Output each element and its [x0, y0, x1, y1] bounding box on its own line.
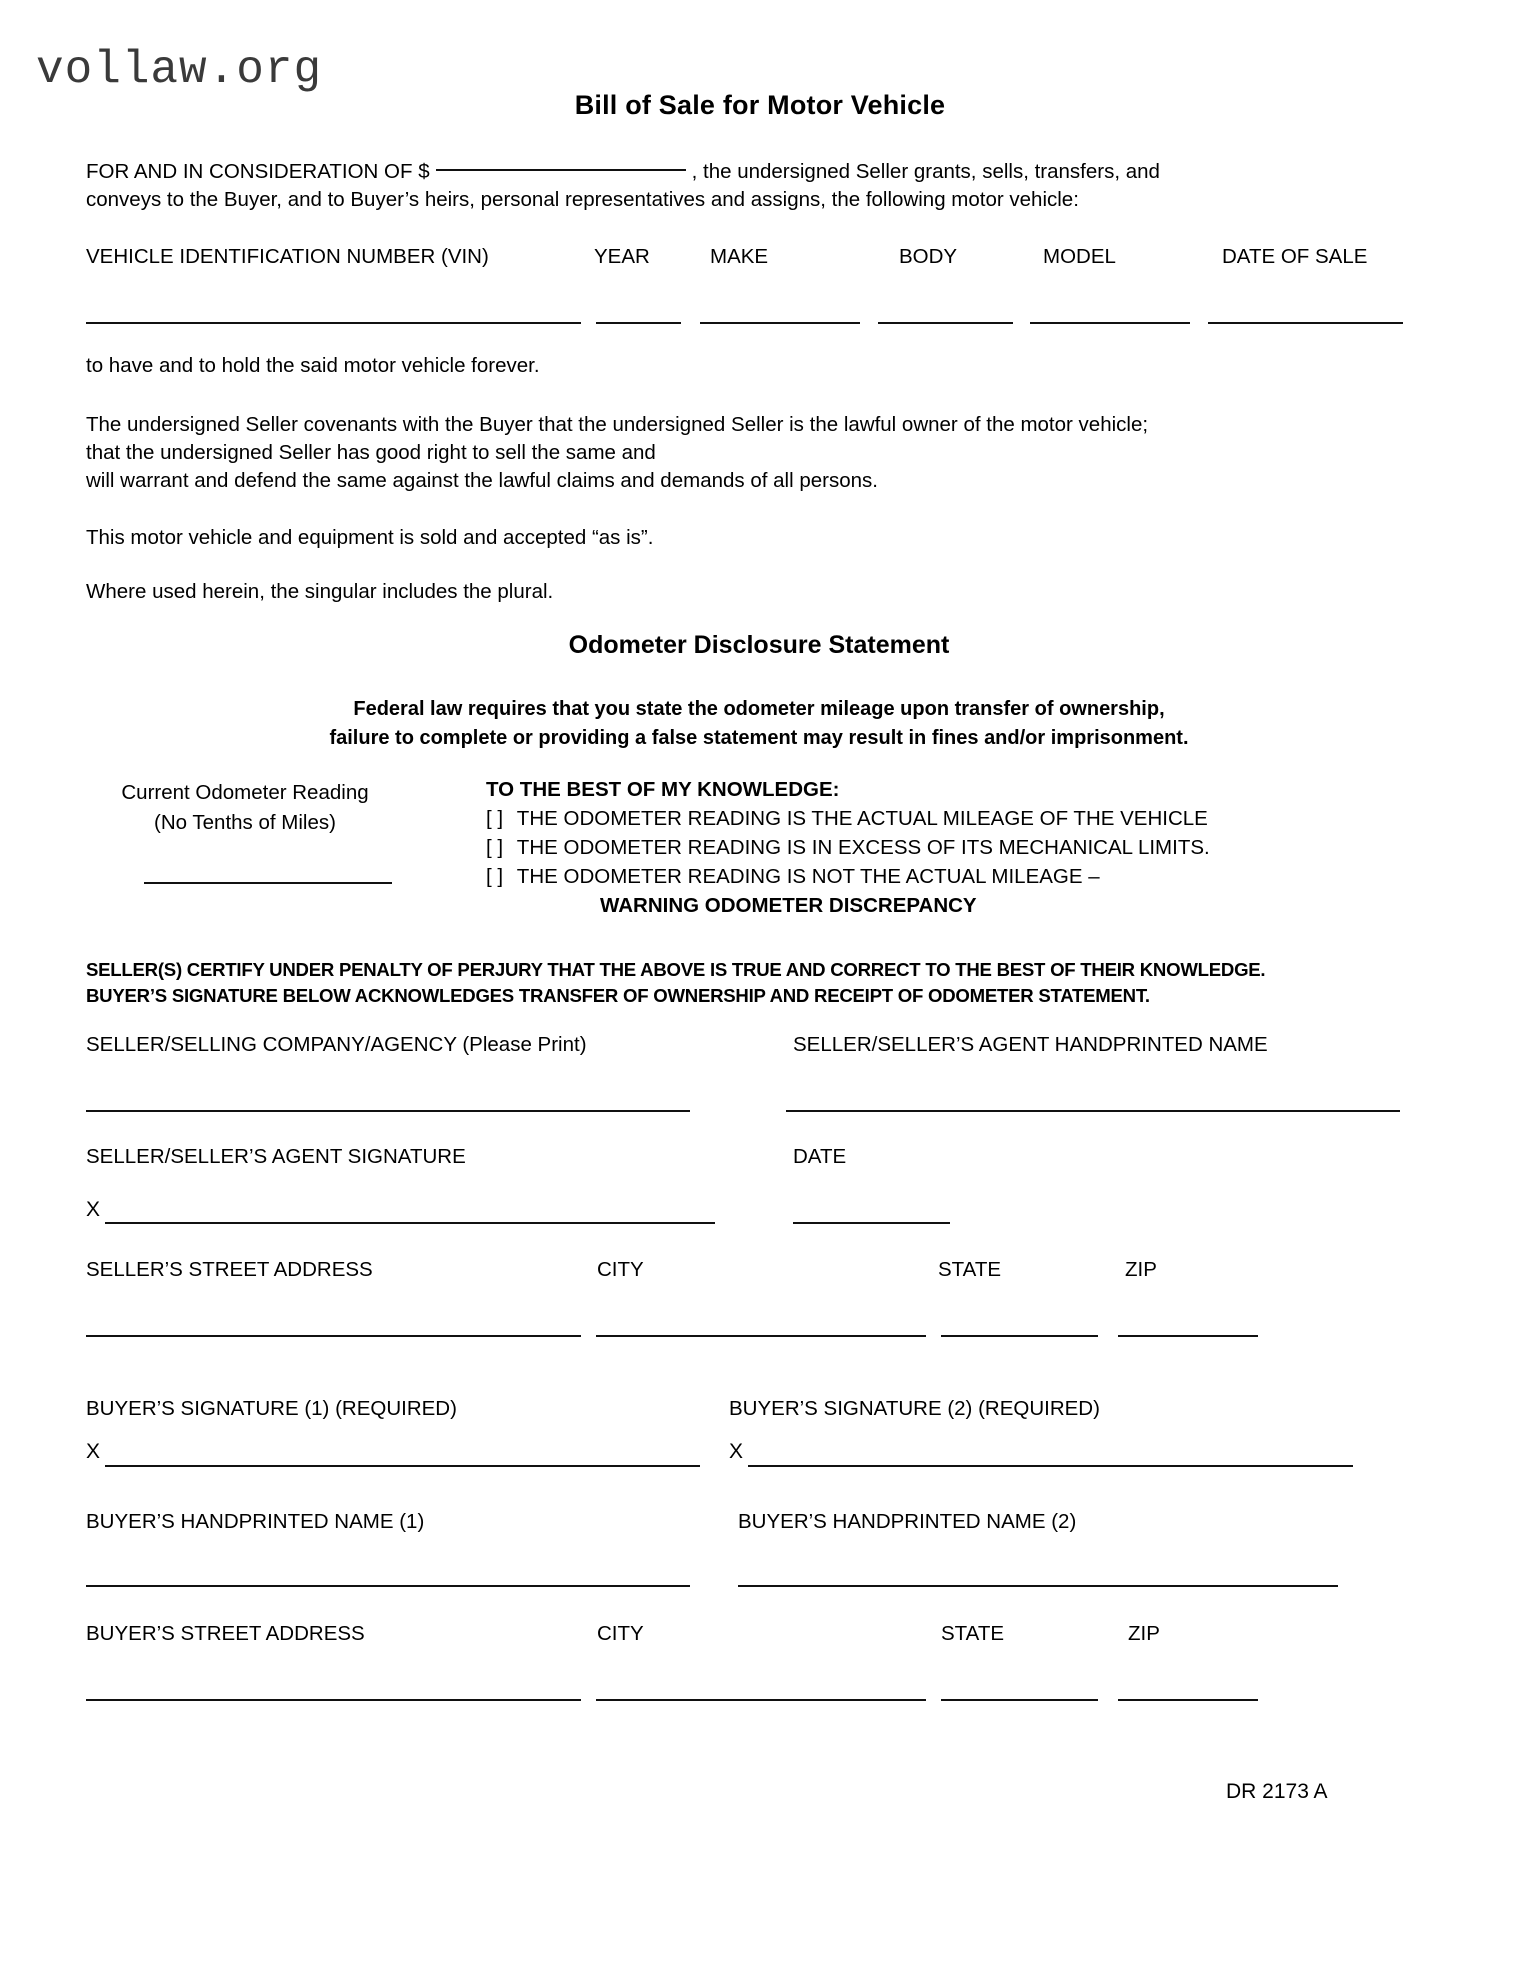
current-odometer-reading-line-1: Current Odometer Reading — [121, 781, 369, 804]
odometer-option-2[interactable] — [486, 836, 1210, 860]
odometer-section-title: Odometer Disclosure Statement — [568, 631, 950, 659]
make-blank[interactable] — [700, 322, 860, 324]
buyer-street-blank[interactable] — [86, 1699, 581, 1701]
as-is-clause: This motor vehicle and equipment is sold and accepted “as is”. — [86, 526, 654, 549]
vin-blank[interactable] — [86, 322, 581, 324]
current-odometer-reading-line-2: (No Tenths of Miles) — [154, 811, 336, 834]
site-logo: vollaw.org — [36, 44, 323, 96]
column-header-body: BODY — [899, 245, 958, 268]
buyer-signature-2-label: BUYER’S SIGNATURE (2) (REQUIRED) — [729, 1397, 1100, 1420]
column-header-model: MODEL — [1043, 245, 1116, 268]
column-header-year: YEAR — [594, 245, 650, 268]
buyer-signature-2-blank[interactable] — [748, 1465, 1353, 1467]
odometer-option-2-label: THE ODOMETER READING IS IN EXCESS OF ITS MECHANICAL LIMITS. — [516, 836, 1210, 859]
seller-city-label: CITY — [597, 1258, 644, 1281]
seller-company-blank[interactable] — [86, 1110, 690, 1112]
seller-zip-blank[interactable] — [1118, 1335, 1258, 1337]
consideration-amount-blank[interactable] — [436, 169, 686, 171]
odometer-option-1[interactable] — [486, 807, 1208, 831]
date-of-sale-blank[interactable] — [1208, 322, 1403, 324]
column-header-make: MAKE — [710, 245, 769, 268]
current-odometer-reading-label — [80, 778, 410, 838]
seller-agent-name-blank[interactable] — [786, 1110, 1400, 1112]
certification-line-1: SELLER(S) CERTIFY UNDER PENALTY OF PERJURY THAT THE ABOVE IS TRUE AND CORRECT TO THE BEST OF THEIR KNOWLEDGE. — [86, 959, 1266, 980]
buyer-state-blank[interactable] — [941, 1699, 1098, 1701]
column-header-date-of-sale: DATE OF SALE — [1222, 245, 1368, 268]
page-title: Bill of Sale for Motor Vehicle — [574, 90, 946, 120]
checkbox-icon[interactable]: [ ] — [486, 865, 504, 888]
buyer-name-2-blank[interactable] — [738, 1585, 1338, 1587]
odometer-option-1-label: THE ODOMETER READING IS THE ACTUAL MILEAGE OF THE VEHICLE — [516, 807, 1208, 830]
hold-clause: to have and to hold the said motor vehicle forever. — [86, 354, 540, 377]
seller-zip-label: ZIP — [1125, 1258, 1157, 1281]
odometer-discrepancy-warning: WARNING ODOMETER DISCREPANCY — [600, 894, 977, 917]
buyer-zip-label: ZIP — [1128, 1622, 1160, 1645]
buyer-name-1-label: BUYER’S HANDPRINTED NAME (1) — [86, 1510, 425, 1533]
covenant-line-3: will warrant and defend the same against the lawful claims and demands of all persons. — [86, 469, 878, 492]
seller-city-blank[interactable] — [596, 1335, 926, 1337]
covenant-line-2: that the undersigned Seller has good right to sell the same and — [86, 441, 656, 464]
form-number: DR 2173 A — [1226, 1780, 1328, 1803]
buyer-signature-1-x-mark: X — [86, 1440, 101, 1463]
seller-signature-blank[interactable] — [105, 1222, 715, 1224]
body-blank[interactable] — [878, 322, 1013, 324]
buyer-state-label: STATE — [941, 1622, 1005, 1645]
seller-agent-name-label: SELLER/SELLER’S AGENT HANDPRINTED NAME — [793, 1033, 1268, 1056]
seller-date-label: DATE — [793, 1145, 847, 1168]
buyer-name-2-label: BUYER’S HANDPRINTED NAME (2) — [738, 1510, 1077, 1533]
seller-signature-x-mark: X — [86, 1198, 101, 1221]
federal-law-line-1: Federal law requires that you state the odometer mileage upon transfer of ownership, — [353, 698, 1165, 720]
federal-law-line-2: failure to complete or providing a false statement may result in fines and/or imprisonment. — [329, 727, 1189, 749]
buyer-city-label: CITY — [597, 1622, 644, 1645]
consideration-label: FOR AND IN CONSIDERATION OF $ — [86, 160, 430, 183]
column-header-vin: VEHICLE IDENTIFICATION NUMBER (VIN) — [86, 245, 489, 268]
seller-state-label: STATE — [938, 1258, 1002, 1281]
buyer-name-1-blank[interactable] — [86, 1585, 690, 1587]
best-of-knowledge-header: TO THE BEST OF MY KNOWLEDGE: — [486, 778, 840, 801]
model-blank[interactable] — [1030, 322, 1190, 324]
covenant-line-1: The undersigned Seller covenants with the Buyer that the undersigned Seller is the lawful owner of the motor vehicle; — [86, 413, 1149, 436]
seller-street-blank[interactable] — [86, 1335, 581, 1337]
buyer-street-label: BUYER’S STREET ADDRESS — [86, 1622, 365, 1645]
odometer-option-3[interactable] — [486, 865, 1100, 889]
seller-street-label: SELLER’S STREET ADDRESS — [86, 1258, 373, 1281]
singular-clause: Where used herein, the singular includes the plural. — [86, 580, 554, 603]
checkbox-icon[interactable]: [ ] — [486, 807, 504, 830]
buyer-signature-1-blank[interactable] — [105, 1465, 700, 1467]
certification-line-2: BUYER’S SIGNATURE BELOW ACKNOWLEDGES TRANSFER OF OWNERSHIP AND RECEIPT OF ODOMETER STATEMENT. — [86, 985, 1150, 1006]
year-blank[interactable] — [596, 322, 681, 324]
buyer-signature-2-x-mark: X — [729, 1440, 744, 1463]
certification-block — [86, 957, 1265, 1009]
consideration-tail: , the undersigned Seller grants, sells, transfers, and — [691, 160, 1160, 183]
conveys-line: conveys to the Buyer, and to Buyer’s heirs, personal representatives and assigns, the following motor vehicle: — [86, 188, 1079, 211]
odometer-reading-blank[interactable] — [144, 882, 392, 884]
checkbox-icon[interactable]: [ ] — [486, 836, 504, 859]
seller-company-label: SELLER/SELLING COMPANY/AGENCY (Please Print) — [86, 1033, 587, 1056]
odometer-option-3-label: THE ODOMETER READING IS NOT THE ACTUAL MILEAGE – — [516, 865, 1100, 888]
buyer-signature-1-label: BUYER’S SIGNATURE (1) (REQUIRED) — [86, 1397, 457, 1420]
buyer-city-blank[interactable] — [596, 1699, 926, 1701]
consideration-line — [86, 158, 1160, 186]
seller-signature-label: SELLER/SELLER’S AGENT SIGNATURE — [86, 1145, 466, 1168]
seller-state-blank[interactable] — [941, 1335, 1098, 1337]
seller-date-blank[interactable] — [793, 1222, 950, 1224]
buyer-zip-blank[interactable] — [1118, 1699, 1258, 1701]
